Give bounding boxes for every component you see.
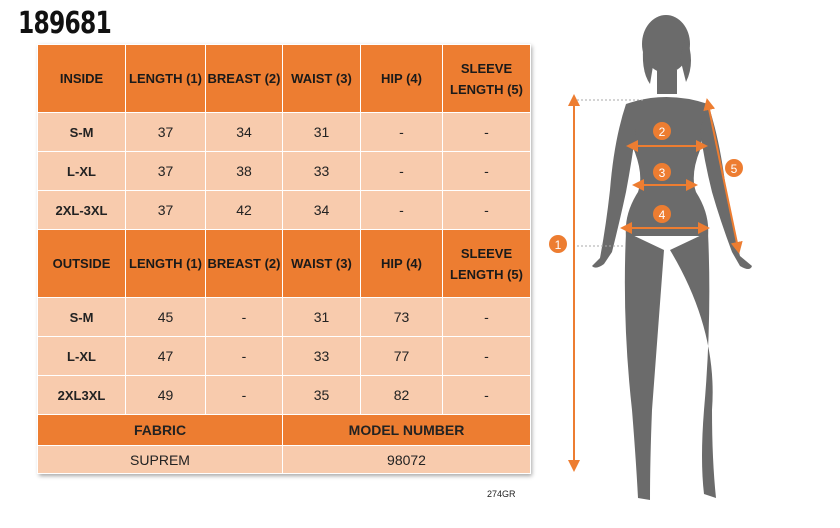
cell-waist: 33 <box>283 152 361 191</box>
table-row <box>38 337 531 376</box>
silhouette <box>592 15 752 500</box>
outside-header-hip: HIP (4) <box>361 230 443 298</box>
cell-sleeve: - <box>443 376 531 415</box>
svg-text:1: 1 <box>554 238 562 252</box>
inside-header-waist: WAIST (3) <box>283 45 361 113</box>
marker-1 <box>549 235 567 253</box>
inside-header-row <box>38 45 531 113</box>
cell-breast: 42 <box>206 191 283 230</box>
cell-hip: 77 <box>361 337 443 376</box>
cell-length: 37 <box>126 113 206 152</box>
table-row <box>38 152 531 191</box>
fabric-value: SUPREM <box>38 446 283 474</box>
cell-hip: - <box>361 113 443 152</box>
inside-header-breast: BREAST (2) <box>206 45 283 113</box>
cell-hip: 73 <box>361 298 443 337</box>
cell-length: 37 <box>126 191 206 230</box>
marker-4 <box>653 205 671 223</box>
cell-waist: 35 <box>283 376 361 415</box>
table-row <box>38 376 531 415</box>
cell-hip: 82 <box>361 376 443 415</box>
cell-breast: 38 <box>206 152 283 191</box>
table-row <box>38 298 531 337</box>
size-label: L-XL <box>38 152 126 191</box>
inside-header-size: INSIDE <box>38 45 126 113</box>
cell-breast: - <box>206 376 283 415</box>
cell-length: 49 <box>126 376 206 415</box>
size-label: 2XL3XL <box>38 376 126 415</box>
weight-footnote: 274GR <box>487 489 516 499</box>
outside-header-row <box>38 230 531 298</box>
size-label: 2XL-3XL <box>38 191 126 230</box>
cell-sleeve: - <box>443 337 531 376</box>
cell-sleeve: - <box>443 191 531 230</box>
model-number-value: 98072 <box>283 446 531 474</box>
outside-header-size: OUTSIDE <box>38 230 126 298</box>
inside-header-hip: HIP (4) <box>361 45 443 113</box>
product-id: 189681 <box>18 6 112 41</box>
cell-sleeve: - <box>443 298 531 337</box>
cell-hip: - <box>361 191 443 230</box>
table-row <box>38 191 531 230</box>
cell-breast: 34 <box>206 113 283 152</box>
cell-waist: 33 <box>283 337 361 376</box>
model-number-label: MODEL NUMBER <box>283 415 531 446</box>
cell-waist: 34 <box>283 191 361 230</box>
cell-waist: 31 <box>283 113 361 152</box>
size-chart-table <box>37 44 530 474</box>
body-silhouette-graphic <box>540 0 840 523</box>
size-label: L-XL <box>38 337 126 376</box>
size-label: S-M <box>38 298 126 337</box>
cell-length: 37 <box>126 152 206 191</box>
svg-text:2: 2 <box>658 125 666 139</box>
cell-breast: - <box>206 337 283 376</box>
outside-header-waist: WAIST (3) <box>283 230 361 298</box>
fabric-model-header-row <box>38 415 531 446</box>
marker-3 <box>653 163 671 181</box>
outside-header-breast: BREAST (2) <box>206 230 283 298</box>
inside-header-sleeve: SLEEVE LENGTH (5) <box>443 45 531 113</box>
marker-5 <box>725 159 743 177</box>
outside-header-length: LENGTH (1) <box>126 230 206 298</box>
size-label: S-M <box>38 113 126 152</box>
inside-header-length: LENGTH (1) <box>126 45 206 113</box>
fabric-model-value-row <box>38 446 531 474</box>
marker-2 <box>653 122 671 140</box>
cell-waist: 31 <box>283 298 361 337</box>
table-row <box>38 113 531 152</box>
outside-header-sleeve: SLEEVE LENGTH (5) <box>443 230 531 298</box>
svg-text:5: 5 <box>730 162 738 176</box>
cell-length: 47 <box>126 337 206 376</box>
cell-sleeve: - <box>443 113 531 152</box>
cell-length: 45 <box>126 298 206 337</box>
svg-text:3: 3 <box>658 166 666 180</box>
cell-sleeve: - <box>443 152 531 191</box>
cell-hip: - <box>361 152 443 191</box>
fabric-label: FABRIC <box>38 415 283 446</box>
cell-breast: - <box>206 298 283 337</box>
measurement-figure <box>540 0 840 523</box>
svg-text:4: 4 <box>658 208 666 222</box>
